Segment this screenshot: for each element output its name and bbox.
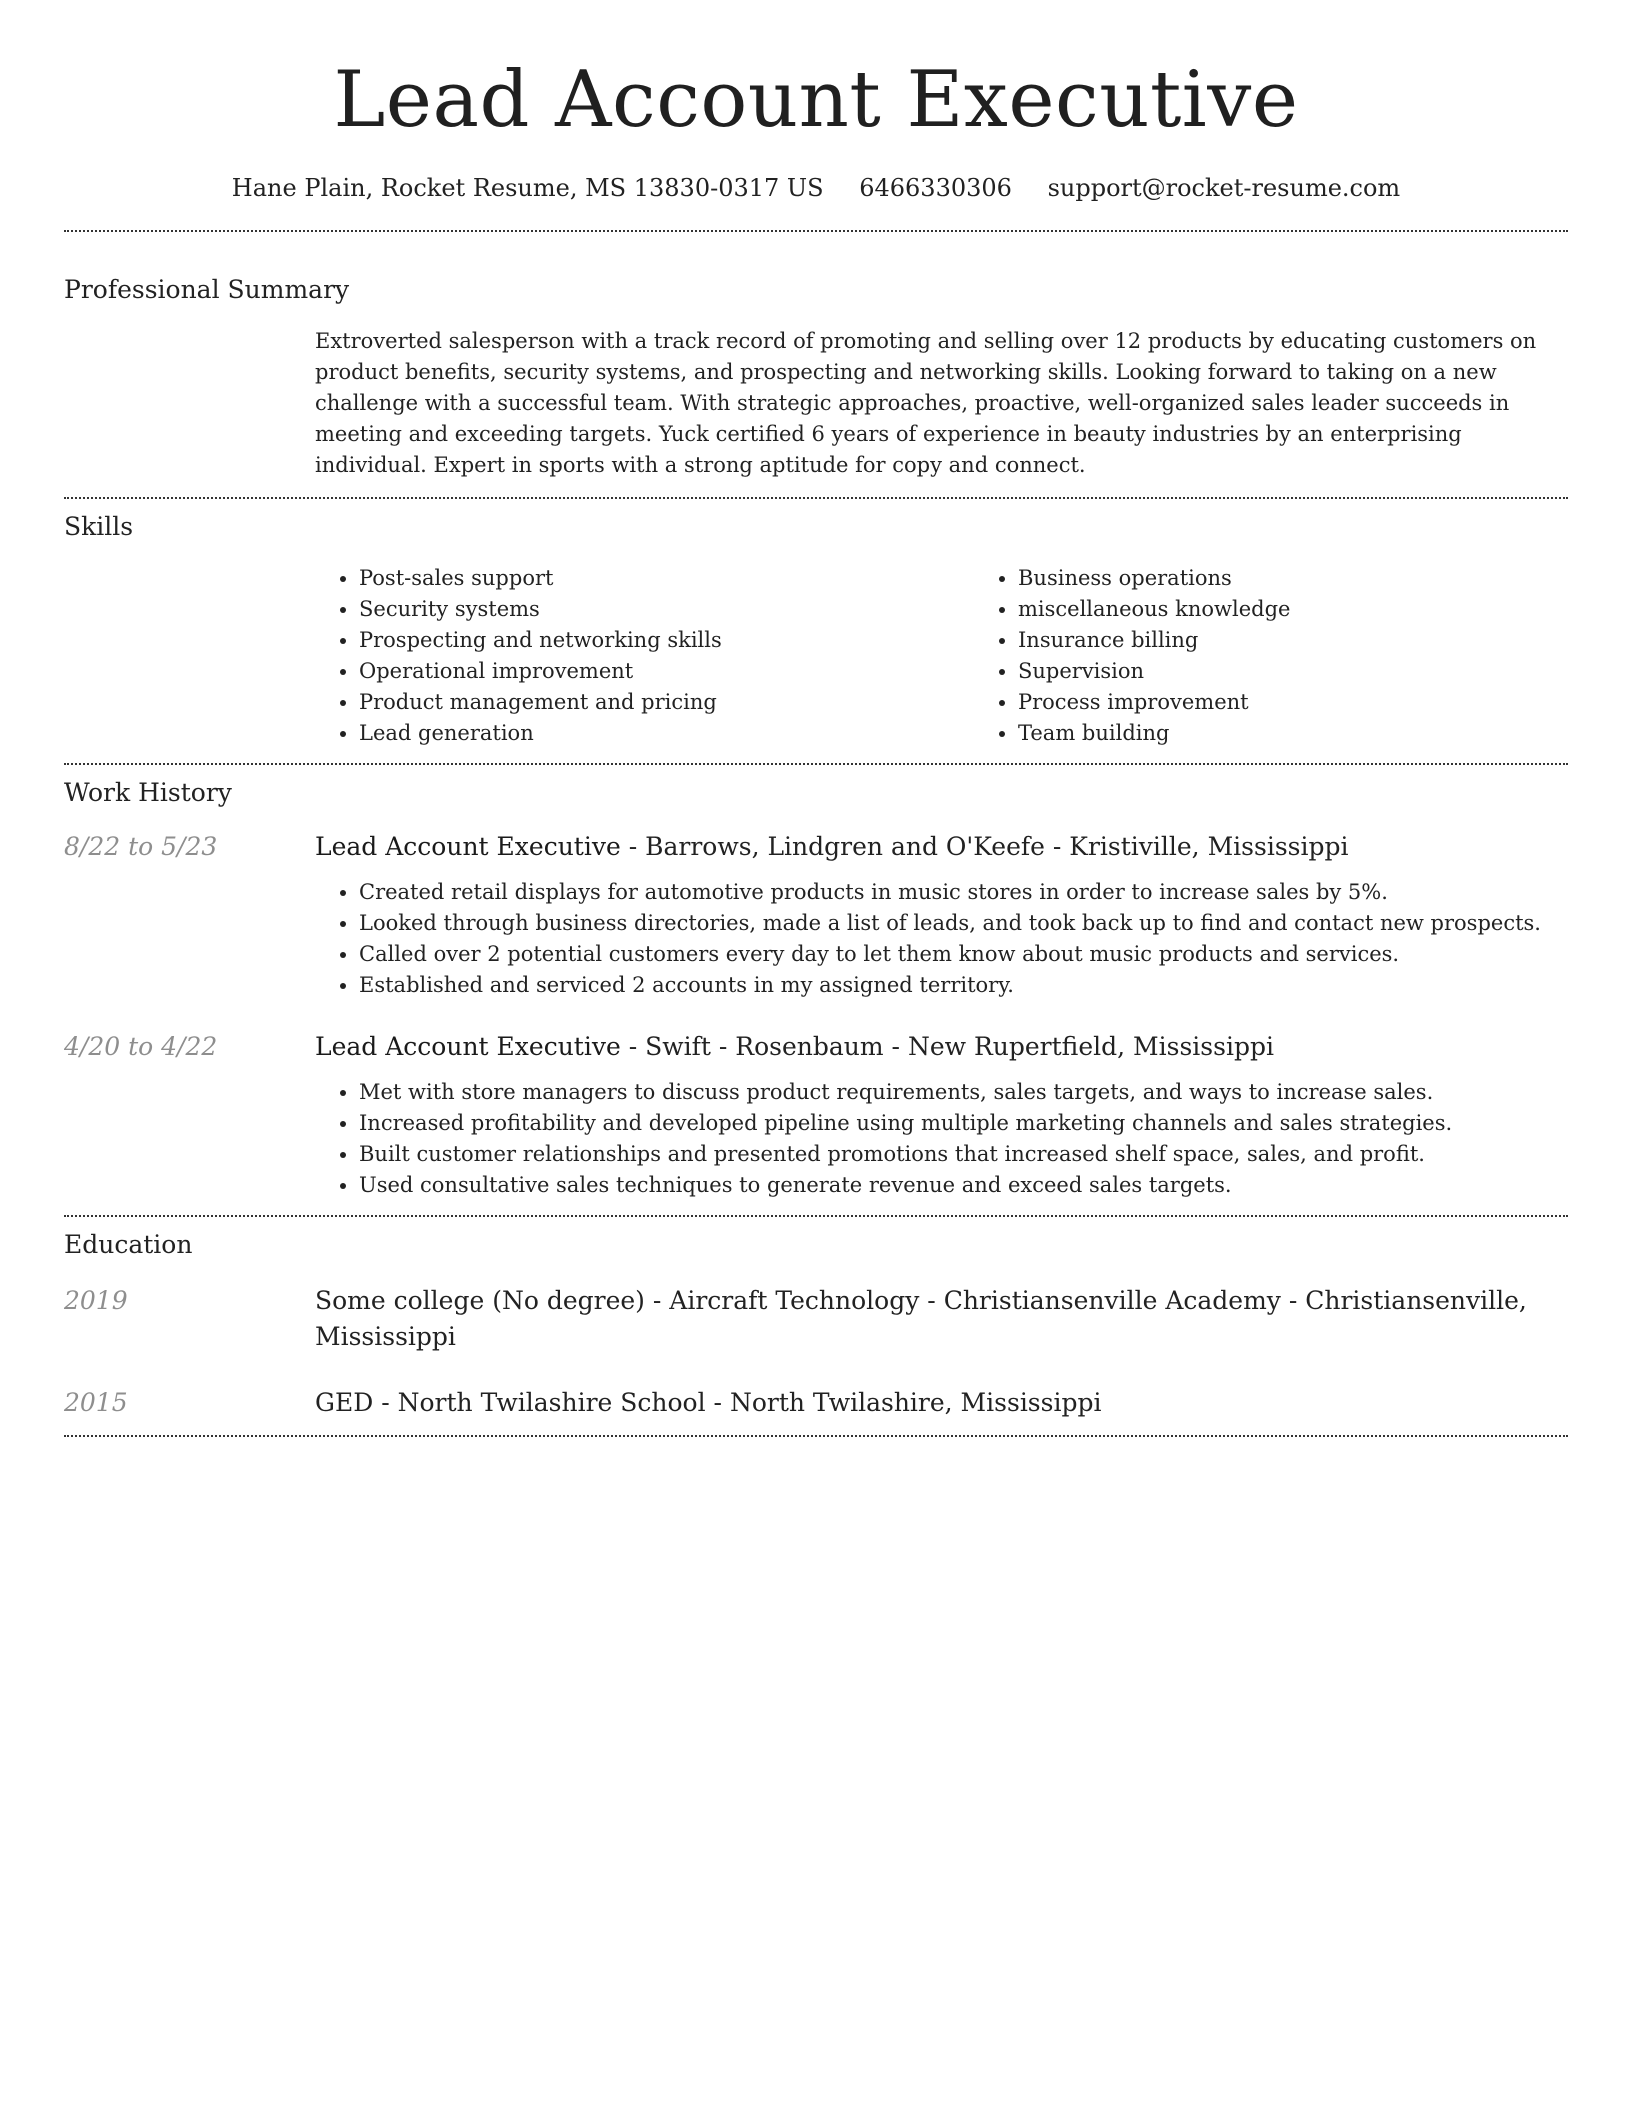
- job-company: Swift - Rosenbaum: [645, 1032, 884, 1061]
- divider: [64, 763, 1568, 765]
- skill-item: • Supervision: [1018, 656, 1632, 687]
- skill-item: • miscellaneous knowledge: [1018, 594, 1632, 625]
- job-location: New Rupertfield, Mississippi: [907, 1032, 1274, 1061]
- job-heading: Lead Account Executive - Barrows, Lindgren and O'Keefe - Kristiville, Mississippi: [315, 832, 1349, 861]
- section-heading: Skills: [64, 512, 134, 541]
- skills-list-right: [974, 563, 1632, 749]
- job-bullet: • Met with store managers to discuss product requirements, sales targets, and ways to increase sales.: [359, 1077, 1568, 1108]
- education-year: 2019: [64, 1286, 128, 1315]
- skill-item: • Post-sales support: [359, 563, 974, 594]
- summary-text: Extroverted salesperson with a track record of promoting and selling over 12 products by educating customers on product benefits, security systems, and prospecting and networking skills. Looking forward to taking on a new challenge with a successful team. With strategic approaches, proactive, well-organized sales leader succeeds in meeting and exceeding targets. Yuck certified 6 years of experience in beauty industries by an enterprising individual. Expert in sports with a strong aptitude for copy and connect.: [315, 329, 1537, 477]
- skill-item: • Lead generation: [359, 718, 974, 749]
- skill-item: • Product management and pricing: [359, 687, 974, 718]
- education-school: North Twilashire School - North Twilashire, Mississippi: [397, 1388, 1102, 1417]
- education-degree: GED: [315, 1388, 374, 1417]
- job-entry: [64, 829, 1568, 1001]
- job-title: Lead Account Executive: [315, 832, 621, 861]
- contact-email: support@rocket-resume.com: [1047, 174, 1401, 202]
- job-entry: [64, 1029, 1568, 1201]
- divider: [64, 1215, 1568, 1217]
- job-company: Barrows, Lindgren and O'Keefe: [645, 832, 1045, 861]
- divider: [64, 497, 1568, 499]
- section-heading: Professional Summary: [64, 275, 350, 304]
- job-bullet: • Established and serviced 2 accounts in my assigned territory.: [359, 970, 1568, 1001]
- divider: [64, 230, 1568, 232]
- contact-phone: 6466330306: [859, 174, 1012, 202]
- section-heading: Work History: [64, 778, 232, 807]
- job-location: Kristiville, Mississippi: [1069, 832, 1349, 861]
- education-heading: Some college (No degree) - Aircraft Technology - Christiansenville Academy - Christiansenville, Mississippi: [315, 1286, 1527, 1351]
- skill-item: • Team building: [1018, 718, 1632, 749]
- skill-item: • Operational improvement: [359, 656, 974, 687]
- work-section: [64, 777, 1568, 1201]
- job-bullets: [315, 877, 1568, 1001]
- education-year: 2015: [64, 1388, 128, 1417]
- skill-item: • Security systems: [359, 594, 974, 625]
- skill-item: • Prospecting and networking skills: [359, 625, 974, 656]
- education-entry: [64, 1283, 1568, 1355]
- contact-address: Hane Plain, Rocket Resume, MS 13830-0317 US: [231, 174, 824, 202]
- skill-item: • Process improvement: [1018, 687, 1632, 718]
- job-dates: 8/22 to 5/23: [64, 832, 218, 861]
- education-school: Christiansenville Academy - Christiansenville, Mississippi: [315, 1286, 1527, 1351]
- job-bullet: • Called over 2 potential customers every day to let them know about music products and services.: [359, 939, 1568, 970]
- job-heading: Lead Account Executive - Swift - Rosenbaum - New Rupertfield, Mississippi: [315, 1032, 1274, 1061]
- section-heading: Education: [64, 1230, 193, 1259]
- job-bullet: • Used consultative sales techniques to generate revenue and exceed sales targets.: [359, 1170, 1568, 1201]
- job-dates: 4/20 to 4/22: [64, 1032, 218, 1061]
- skills-section: [64, 511, 1568, 749]
- skill-item: • Insurance billing: [1018, 625, 1632, 656]
- job-bullet: • Increased profitability and developed pipeline using multiple marketing channels and sales strategies.: [359, 1108, 1568, 1139]
- job-bullets: [315, 1077, 1568, 1201]
- education-degree: Some college (No degree) - Aircraft Technology: [315, 1286, 920, 1315]
- education-section: [64, 1229, 1568, 1421]
- contact-line: [64, 172, 1568, 204]
- resume-page: [64, 0, 1568, 1437]
- education-heading: GED - North Twilashire School - North Twilashire, Mississippi: [315, 1388, 1102, 1417]
- education-entry: [64, 1385, 1568, 1421]
- divider: [64, 1435, 1568, 1437]
- summary-section: [64, 274, 1568, 481]
- job-bullet: • Created retail displays for automotive products in music stores in order to increase sales by 5%.: [359, 877, 1568, 908]
- skills-list-left: [315, 563, 974, 749]
- job-bullet: • Built customer relationships and presented promotions that increased shelf space, sales, and profit.: [359, 1139, 1568, 1170]
- resume-title: Lead Account Executive: [333, 55, 1299, 145]
- job-bullet: • Looked through business directories, made a list of leads, and took back up to find and contact new prospects.: [359, 908, 1568, 939]
- skill-item: • Business operations: [1018, 563, 1632, 594]
- job-title: Lead Account Executive: [315, 1032, 621, 1061]
